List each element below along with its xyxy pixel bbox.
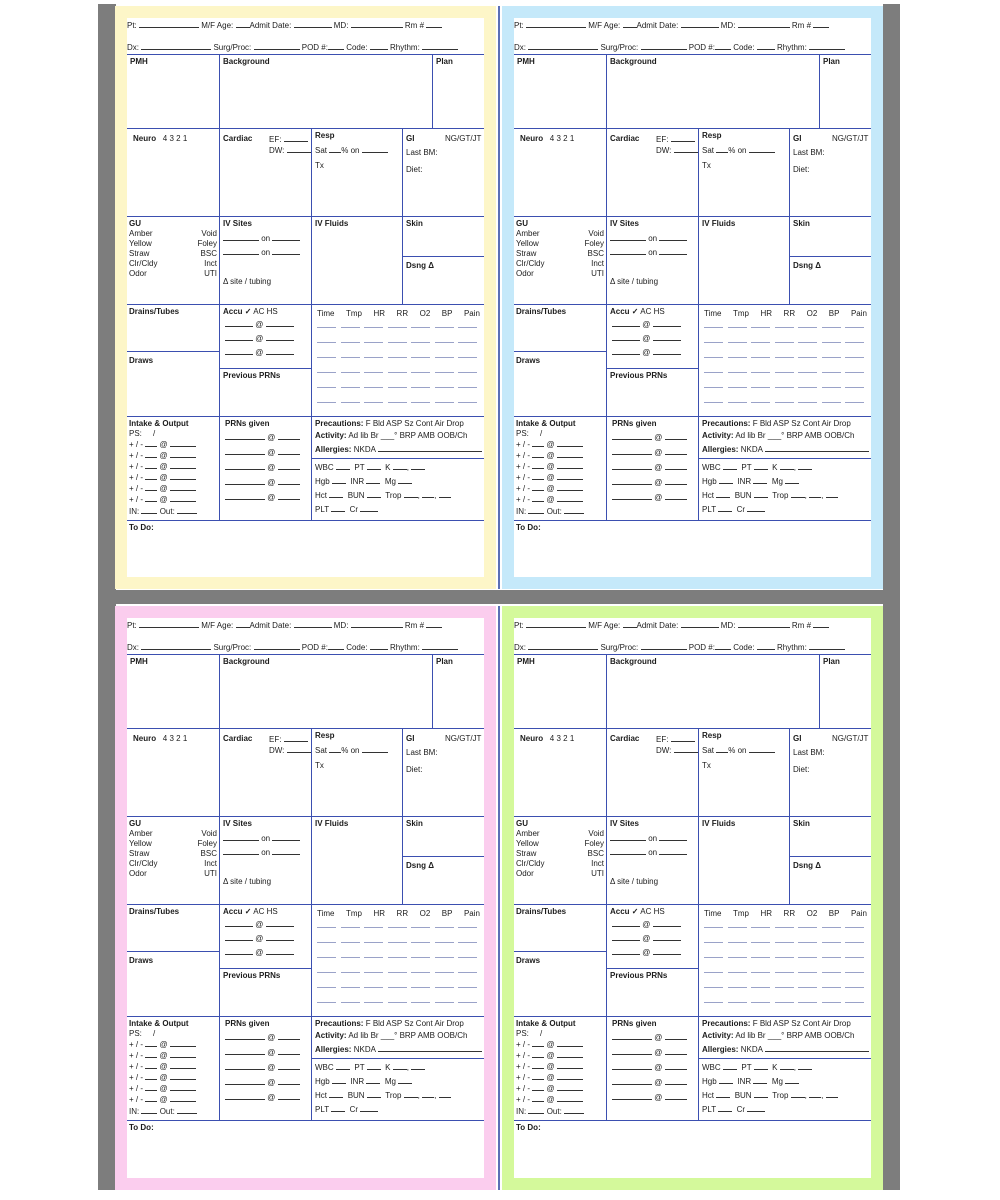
cardiac-label: Cardiac bbox=[223, 134, 253, 143]
report-card-pink bbox=[115, 606, 496, 1190]
accu-entry-3: @ bbox=[225, 947, 294, 958]
report-sheet: Pt: M/F Age: Admit Date: MD: Rm # Dx: Surg/Proc: POD #: Code: Rhythm: PMH Background Plan Neuro 4 3 2 1 Cardiac EF: DW: Resp Sat % on Tx GI NG/GT/JT Last BM: Diet: GU Amber Yellow Straw Clr/Cldy Odor Void Foley BSC Inct UTI IV Sites on on Δ site / tubing IV Fluids Skin Dsng Δ Drains/Tubes Draws Accu ✓ AC HS @ @ @ Previous PRNs Time Tmp HR RR O2 BP Pain Intake & Output PS: / + / - @ + / - @ + / - @ + / - @ + / - @ + / - @ IN: Out: PRNs given @ @ @ @ @ Precautions: F Bld ASP Sz Cont Air Drop Activity: Ad lib Br ___° BRP AMB OOB/Ch Allergies: NKDA WBC PT K , Hgb INR Mg Hct BUN Trop , , PLT Cr To Do: bbox=[127, 18, 484, 578]
ng-label: NG/GT/JT bbox=[832, 734, 869, 743]
labs-row-2: Hgb INR Mg bbox=[315, 476, 412, 487]
diet-label: Diet: bbox=[406, 765, 423, 774]
gu-methods: Void Foley BSC Inct UTI bbox=[584, 229, 604, 278]
activity-field: Activity: Ad lib Br ___° BRP AMB OOB/Ch bbox=[315, 431, 468, 440]
labs-row-2: Hgb INR Mg bbox=[702, 476, 799, 487]
accu-entry-2: @ bbox=[612, 333, 681, 344]
in-out-field: IN: Out: bbox=[129, 1106, 197, 1117]
gi-label: GI bbox=[406, 134, 415, 143]
prns-given-label: PRNs given bbox=[225, 419, 270, 428]
ps-field: PS: / bbox=[129, 1029, 156, 1038]
plan-label: Plan bbox=[823, 57, 840, 66]
gu-label: GU bbox=[129, 219, 141, 228]
labs-row-3: Hct BUN Trop , , bbox=[702, 490, 838, 501]
allergies-field: Allergies: NKDA bbox=[315, 444, 482, 455]
resp-label: Resp bbox=[315, 731, 335, 740]
activity-field: Activity: Ad lib Br ___° BRP AMB OOB/Ch bbox=[702, 1031, 855, 1040]
accu-entry-1: @ bbox=[612, 919, 681, 930]
prns-given-label: PRNs given bbox=[225, 1019, 270, 1028]
labs-row-4: PLT Cr bbox=[702, 1104, 765, 1115]
gu-colors: Amber Yellow Straw Clr/Cldy Odor bbox=[129, 829, 158, 878]
previous-prns-label: Previous PRNs bbox=[223, 971, 281, 980]
ps-field: PS: / bbox=[516, 1029, 543, 1038]
page-divider bbox=[498, 606, 500, 1190]
dsng-label: Dsng Δ bbox=[793, 861, 821, 870]
draws-label: Draws bbox=[129, 956, 154, 965]
report-card-yellow bbox=[115, 6, 496, 589]
ps-field: PS: / bbox=[129, 429, 156, 438]
gu-methods: Void Foley BSC Inct UTI bbox=[197, 829, 217, 878]
precautions-field: Precautions: F Bld ASP Sz Cont Air Drop bbox=[315, 1019, 464, 1028]
labs-row-2: Hgb INR Mg bbox=[315, 1076, 412, 1087]
page-1 bbox=[115, 6, 883, 589]
in-out-field: IN: Out: bbox=[129, 506, 197, 517]
iv-site-1: on bbox=[223, 233, 300, 244]
diet-label: Diet: bbox=[793, 765, 810, 774]
ng-label: NG/GT/JT bbox=[832, 134, 869, 143]
cardiac-label: Cardiac bbox=[610, 134, 640, 143]
iv-fluids-label: IV Fluids bbox=[315, 819, 349, 828]
iv-site-2: on bbox=[610, 247, 687, 258]
site-tubing-label: Δ site / tubing bbox=[223, 877, 272, 886]
iv-site-2: on bbox=[610, 847, 687, 858]
sat-field: Sat % on bbox=[315, 145, 388, 156]
accu-entry-2: @ bbox=[612, 933, 681, 944]
tx-label: Tx bbox=[315, 761, 324, 770]
iv-site-1: on bbox=[610, 833, 687, 844]
accu-entry-3: @ bbox=[225, 347, 294, 358]
drains-label: Drains/Tubes bbox=[129, 307, 180, 316]
iv-sites-label: IV Sites bbox=[223, 819, 252, 828]
previous-prns-label: Previous PRNs bbox=[610, 971, 668, 980]
draws-label: Draws bbox=[516, 956, 541, 965]
site-tubing-label: Δ site / tubing bbox=[610, 877, 659, 886]
tx-label: Tx bbox=[702, 161, 711, 170]
todo-label: To Do: bbox=[129, 523, 154, 532]
intake-output-label: Intake & Output bbox=[516, 419, 576, 428]
labs-row-1: WBC PT K , bbox=[315, 1062, 425, 1073]
sat-field: Sat % on bbox=[702, 745, 775, 756]
resp-label: Resp bbox=[702, 131, 722, 140]
last-bm-label: Last BM: bbox=[406, 748, 438, 757]
dw-field: DW: bbox=[656, 145, 698, 156]
dsng-label: Dsng Δ bbox=[406, 261, 434, 270]
plan-label: Plan bbox=[823, 657, 840, 666]
labs-row-4: PLT Cr bbox=[702, 504, 765, 515]
iv-sites-label: IV Sites bbox=[610, 219, 639, 228]
activity-field: Activity: Ad lib Br ___° BRP AMB OOB/Ch bbox=[702, 431, 855, 440]
sat-field: Sat % on bbox=[702, 145, 775, 156]
gu-methods: Void Foley BSC Inct UTI bbox=[584, 829, 604, 878]
page-divider bbox=[498, 6, 500, 589]
previous-prns-label: Previous PRNs bbox=[610, 371, 668, 380]
background-label: Background bbox=[223, 657, 270, 666]
sat-field: Sat % on bbox=[315, 745, 388, 756]
report-sheet: Pt: M/F Age: Admit Date: MD: Rm # Dx: Surg/Proc: POD #: Code: Rhythm: PMH Background Plan Neuro 4 3 2 1 Cardiac EF: DW: Resp Sat % on Tx GI NG/GT/JT Last BM: Diet: GU Amber Yellow Straw Clr/Cldy Odor Void Foley BSC Inct UTI IV Sites on on Δ site / tubing IV Fluids Skin Dsng Δ Drains/Tubes Draws Accu ✓ AC HS @ @ @ Previous PRNs Time Tmp HR RR O2 BP Pain Intake & Output PS: / + / - @ + / - @ + / - @ + / - @ + / - @ + / - @ IN: Out: PRNs given @ @ @ @ @ Precautions: F Bld ASP Sz Cont Air Drop Activity: Ad lib Br ___° BRP AMB OOB/Ch Allergies: NKDA WBC PT K , Hgb INR Mg Hct BUN Trop , , PLT Cr To Do: bbox=[514, 18, 871, 578]
ef-field: EF: bbox=[269, 134, 308, 145]
gu-methods: Void Foley BSC Inct UTI bbox=[197, 229, 217, 278]
iv-fluids-label: IV Fluids bbox=[702, 219, 736, 228]
intake-output-label: Intake & Output bbox=[516, 1019, 576, 1028]
page-2 bbox=[115, 606, 883, 1190]
todo-label: To Do: bbox=[129, 1123, 154, 1132]
pt-row: Pt: M/F Age: Admit Date: MD: Rm # bbox=[514, 20, 829, 31]
iv-site-1: on bbox=[610, 233, 687, 244]
plan-label: Plan bbox=[436, 57, 453, 66]
ef-field: EF: bbox=[269, 734, 308, 745]
diet-label: Diet: bbox=[793, 165, 810, 174]
cardiac-label: Cardiac bbox=[223, 734, 253, 743]
accu-entry-2: @ bbox=[225, 333, 294, 344]
diet-label: Diet: bbox=[406, 165, 423, 174]
iv-sites-label: IV Sites bbox=[223, 219, 252, 228]
labs-row-4: PLT Cr bbox=[315, 1104, 378, 1115]
neuro-field: Neuro 4 3 2 1 bbox=[133, 734, 188, 743]
dx-row: Dx: Surg/Proc: POD #: Code: Rhythm: bbox=[514, 42, 845, 53]
accu-row: Accu ✓ AC HS bbox=[610, 307, 665, 316]
drains-label: Drains/Tubes bbox=[516, 907, 567, 916]
gi-label: GI bbox=[793, 134, 802, 143]
neuro-field: Neuro 4 3 2 1 bbox=[133, 134, 188, 143]
skin-label: Skin bbox=[793, 819, 810, 828]
dw-field: DW: bbox=[269, 745, 311, 756]
intake-output-label: Intake & Output bbox=[129, 419, 189, 428]
gu-colors: Amber Yellow Straw Clr/Cldy Odor bbox=[129, 229, 158, 278]
labs-row-2: Hgb INR Mg bbox=[702, 1076, 799, 1087]
iv-site-1: on bbox=[223, 833, 300, 844]
iv-fluids-label: IV Fluids bbox=[315, 219, 349, 228]
vitals-header: Time Tmp HR RR O2 BP Pain bbox=[317, 309, 480, 318]
iv-site-2: on bbox=[223, 847, 300, 858]
ps-field: PS: / bbox=[516, 429, 543, 438]
cardiac-label: Cardiac bbox=[610, 734, 640, 743]
neuro-field: Neuro 4 3 2 1 bbox=[520, 134, 575, 143]
labs-row-3: Hct BUN Trop , , bbox=[702, 1090, 838, 1101]
labs-row-1: WBC PT K , bbox=[702, 1062, 812, 1073]
in-out-field: IN: Out: bbox=[516, 506, 584, 517]
labs-row-3: Hct BUN Trop , , bbox=[315, 1090, 451, 1101]
pmh-label: PMH bbox=[517, 57, 535, 66]
accu-entry-2: @ bbox=[225, 933, 294, 944]
report-card-blue bbox=[502, 6, 883, 589]
accu-entry-3: @ bbox=[612, 947, 681, 958]
site-tubing-label: Δ site / tubing bbox=[610, 277, 659, 286]
prns-given-label: PRNs given bbox=[612, 1019, 657, 1028]
previous-prns-label: Previous PRNs bbox=[223, 371, 281, 380]
last-bm-label: Last BM: bbox=[793, 148, 825, 157]
accu-row: Accu ✓ AC HS bbox=[223, 907, 278, 916]
gu-label: GU bbox=[516, 219, 528, 228]
dsng-label: Dsng Δ bbox=[793, 261, 821, 270]
dw-field: DW: bbox=[269, 145, 311, 156]
pt-row: Pt: M/F Age: Admit Date: MD: Rm # bbox=[127, 20, 442, 31]
gi-label: GI bbox=[406, 734, 415, 743]
last-bm-label: Last BM: bbox=[406, 148, 438, 157]
resp-label: Resp bbox=[702, 731, 722, 740]
pt-row: Pt: M/F Age: Admit Date: MD: Rm # bbox=[127, 620, 442, 631]
accu-entry-1: @ bbox=[612, 319, 681, 330]
ng-label: NG/GT/JT bbox=[445, 734, 482, 743]
labs-row-1: WBC PT K , bbox=[702, 462, 812, 473]
report-sheet: Pt: M/F Age: Admit Date: MD: Rm # Dx: Surg/Proc: POD #: Code: Rhythm: PMH Background Plan Neuro 4 3 2 1 Cardiac EF: DW: Resp Sat % on Tx GI NG/GT/JT Last BM: Diet: GU Amber Yellow Straw Clr/Cldy Odor Void Foley BSC Inct UTI IV Sites on on Δ site / tubing IV Fluids Skin Dsng Δ Drains/Tubes Draws Accu ✓ AC HS @ @ @ Previous PRNs Time Tmp HR RR O2 BP Pain Intake & Output PS: / + / - @ + / - @ + / - @ + / - @ + / - @ + / - @ IN: Out: PRNs given @ @ @ @ @ Precautions: F Bld ASP Sz Cont Air Drop Activity: Ad lib Br ___° BRP AMB OOB/Ch Allergies: NKDA WBC PT K , Hgb INR Mg Hct BUN Trop , , PLT Cr To Do: bbox=[127, 618, 484, 1178]
report-card-green bbox=[502, 606, 883, 1190]
gu-label: GU bbox=[129, 819, 141, 828]
iv-fluids-label: IV Fluids bbox=[702, 819, 736, 828]
ng-label: NG/GT/JT bbox=[445, 134, 482, 143]
vitals-header: Time Tmp HR RR O2 BP Pain bbox=[704, 309, 867, 318]
background-label: Background bbox=[610, 57, 657, 66]
last-bm-label: Last BM: bbox=[793, 748, 825, 757]
page-separator bbox=[98, 590, 900, 604]
dx-row: Dx: Surg/Proc: POD #: Code: Rhythm: bbox=[127, 642, 458, 653]
resp-label: Resp bbox=[315, 131, 335, 140]
drains-label: Drains/Tubes bbox=[516, 307, 567, 316]
labs-row-3: Hct BUN Trop , , bbox=[315, 490, 451, 501]
ef-field: EF: bbox=[656, 734, 695, 745]
precautions-field: Precautions: F Bld ASP Sz Cont Air Drop bbox=[315, 419, 464, 428]
allergies-field: Allergies: NKDA bbox=[702, 444, 869, 455]
plan-label: Plan bbox=[436, 657, 453, 666]
in-out-field: IN: Out: bbox=[516, 1106, 584, 1117]
pmh-label: PMH bbox=[517, 657, 535, 666]
allergies-field: Allergies: NKDA bbox=[315, 1044, 482, 1055]
vitals-header: Time Tmp HR RR O2 BP Pain bbox=[704, 909, 867, 918]
gu-colors: Amber Yellow Straw Clr/Cldy Odor bbox=[516, 829, 545, 878]
ef-field: EF: bbox=[656, 134, 695, 145]
neuro-field: Neuro 4 3 2 1 bbox=[520, 734, 575, 743]
skin-label: Skin bbox=[406, 219, 423, 228]
labs-row-1: WBC PT K , bbox=[315, 462, 425, 473]
tx-label: Tx bbox=[702, 761, 711, 770]
background-label: Background bbox=[223, 57, 270, 66]
prns-given-label: PRNs given bbox=[612, 419, 657, 428]
todo-label: To Do: bbox=[516, 523, 541, 532]
drains-label: Drains/Tubes bbox=[129, 907, 180, 916]
gu-colors: Amber Yellow Straw Clr/Cldy Odor bbox=[516, 229, 545, 278]
gu-label: GU bbox=[516, 819, 528, 828]
draws-label: Draws bbox=[129, 356, 154, 365]
pt-row: Pt: M/F Age: Admit Date: MD: Rm # bbox=[514, 620, 829, 631]
iv-sites-label: IV Sites bbox=[610, 819, 639, 828]
gi-label: GI bbox=[793, 734, 802, 743]
precautions-field: Precautions: F Bld ASP Sz Cont Air Drop bbox=[702, 419, 851, 428]
pmh-label: PMH bbox=[130, 57, 148, 66]
iv-site-2: on bbox=[223, 247, 300, 258]
allergies-field: Allergies: NKDA bbox=[702, 1044, 869, 1055]
dx-row: Dx: Surg/Proc: POD #: Code: Rhythm: bbox=[514, 642, 845, 653]
skin-label: Skin bbox=[406, 819, 423, 828]
accu-row: Accu ✓ AC HS bbox=[223, 307, 278, 316]
dx-row: Dx: Surg/Proc: POD #: Code: Rhythm: bbox=[127, 42, 458, 53]
dsng-label: Dsng Δ bbox=[406, 861, 434, 870]
skin-label: Skin bbox=[793, 219, 810, 228]
activity-field: Activity: Ad lib Br ___° BRP AMB OOB/Ch bbox=[315, 1031, 468, 1040]
background-label: Background bbox=[610, 657, 657, 666]
accu-entry-1: @ bbox=[225, 919, 294, 930]
accu-entry-1: @ bbox=[225, 319, 294, 330]
labs-row-4: PLT Cr bbox=[315, 504, 378, 515]
dw-field: DW: bbox=[656, 745, 698, 756]
accu-entry-3: @ bbox=[612, 347, 681, 358]
precautions-field: Precautions: F Bld ASP Sz Cont Air Drop bbox=[702, 1019, 851, 1028]
intake-output-label: Intake & Output bbox=[129, 1019, 189, 1028]
vitals-header: Time Tmp HR RR O2 BP Pain bbox=[317, 909, 480, 918]
draws-label: Draws bbox=[516, 356, 541, 365]
pmh-label: PMH bbox=[130, 657, 148, 666]
site-tubing-label: Δ site / tubing bbox=[223, 277, 272, 286]
todo-label: To Do: bbox=[516, 1123, 541, 1132]
report-sheet: Pt: M/F Age: Admit Date: MD: Rm # Dx: Surg/Proc: POD #: Code: Rhythm: PMH Background Plan Neuro 4 3 2 1 Cardiac EF: DW: Resp Sat % on Tx GI NG/GT/JT Last BM: Diet: GU Amber Yellow Straw Clr/Cldy Odor Void Foley BSC Inct UTI IV Sites on on Δ site / tubing IV Fluids Skin Dsng Δ Drains/Tubes Draws Accu ✓ AC HS @ @ @ Previous PRNs Time Tmp HR RR O2 BP Pain Intake & Output PS: / + / - @ + / - @ + / - @ + / - @ + / - @ + / - @ IN: Out: PRNs given @ @ @ @ @ Precautions: F Bld ASP Sz Cont Air Drop Activity: Ad lib Br ___° BRP AMB OOB/Ch Allergies: NKDA WBC PT K , Hgb INR Mg Hct BUN Trop , , PLT Cr To Do: bbox=[514, 618, 871, 1178]
tx-label: Tx bbox=[315, 161, 324, 170]
accu-row: Accu ✓ AC HS bbox=[610, 907, 665, 916]
